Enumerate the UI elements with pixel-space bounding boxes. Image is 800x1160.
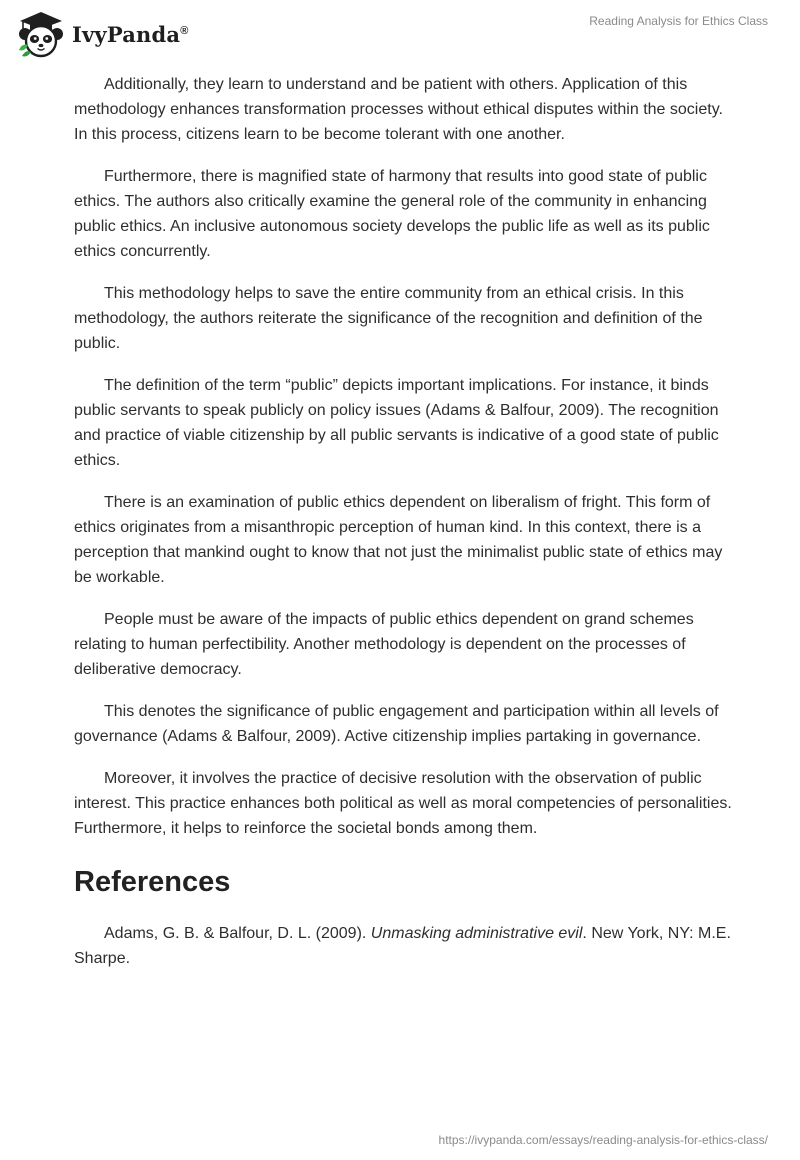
body-paragraph-6: People must be aware of the impacts of public ethics dependent on grand schemes relating to human perfectibility. Another methodology is dependent on the processes of deliberative democracy. [74,611,694,678]
essay-content [74,72,734,971]
logo-wordmark [72,22,189,47]
references-heading: References [74,866,231,898]
reference-entry [74,921,734,971]
page-header [0,0,800,70]
body-paragraph-8: Moreover, it involves the practice of decisive resolution with the observation of public interest. This practice enhances both political as well as moral competencies of personalities. Furthermore, it helps to reinforce the societal bonds among them. [74,770,732,837]
body-paragraph-1: Additionally, they learn to understand and be patient with others. Application of this methodology enhances transformation processes without ethical disputes within the society. In this process, citizens learn to be become tolerant with one another. [74,76,723,143]
reference-book-title: Unmasking administrative evil [370,925,583,942]
body-paragraph-5: There is an examination of public ethics dependent on liberalism of fright. This form of ethics originates from a misanthropic perception of human kind. In this context, there is a perception that mankind ought to know that not just the minimalist public state of ethics may be workable. [74,494,723,586]
body-paragraph-3: This methodology helps to save the entire community from an ethical crisis. In this methodology, the authors reiterate the significance of the recognition and definition of the public. [74,285,703,352]
reference-authors: Adams, G. B. & Balfour, D. L. (2009). [104,925,371,942]
registered-mark: ® [180,24,189,37]
reference-publisher: . New York, NY: M.E. Sharpe. [74,925,731,967]
logo-text: IvyPanda [72,21,181,47]
source-url[interactable]: https://ivypanda.com/essays/reading-analysis-for-ethics-class/ [438,1133,768,1147]
panda-graduate-icon [16,10,66,58]
document-title: Reading Analysis for Ethics Class [589,14,768,28]
ivypanda-logo-link[interactable] [16,10,189,58]
body-paragraph-2: Furthermore, there is magnified state of harmony that results into good state of public ethics. The authors also critically examine the general role of the community in enhancing public ethics. An inclusive autonomous society develops the public life as well as its public ethics concurrently. [74,168,710,260]
body-paragraph-7: This denotes the significance of public engagement and participation within all levels of governance (Adams & Balfour, 2009). Active citizenship implies partaking in governance. [74,703,719,745]
body-paragraph-4: The definition of the term “public” depicts important implications. For instance, it binds public servants to speak publicly on policy issues (Adams & Balfour, 2009). The recognition and practice of viable citizenship by all public servants is indicative of a good state of public ethics. [74,377,719,469]
